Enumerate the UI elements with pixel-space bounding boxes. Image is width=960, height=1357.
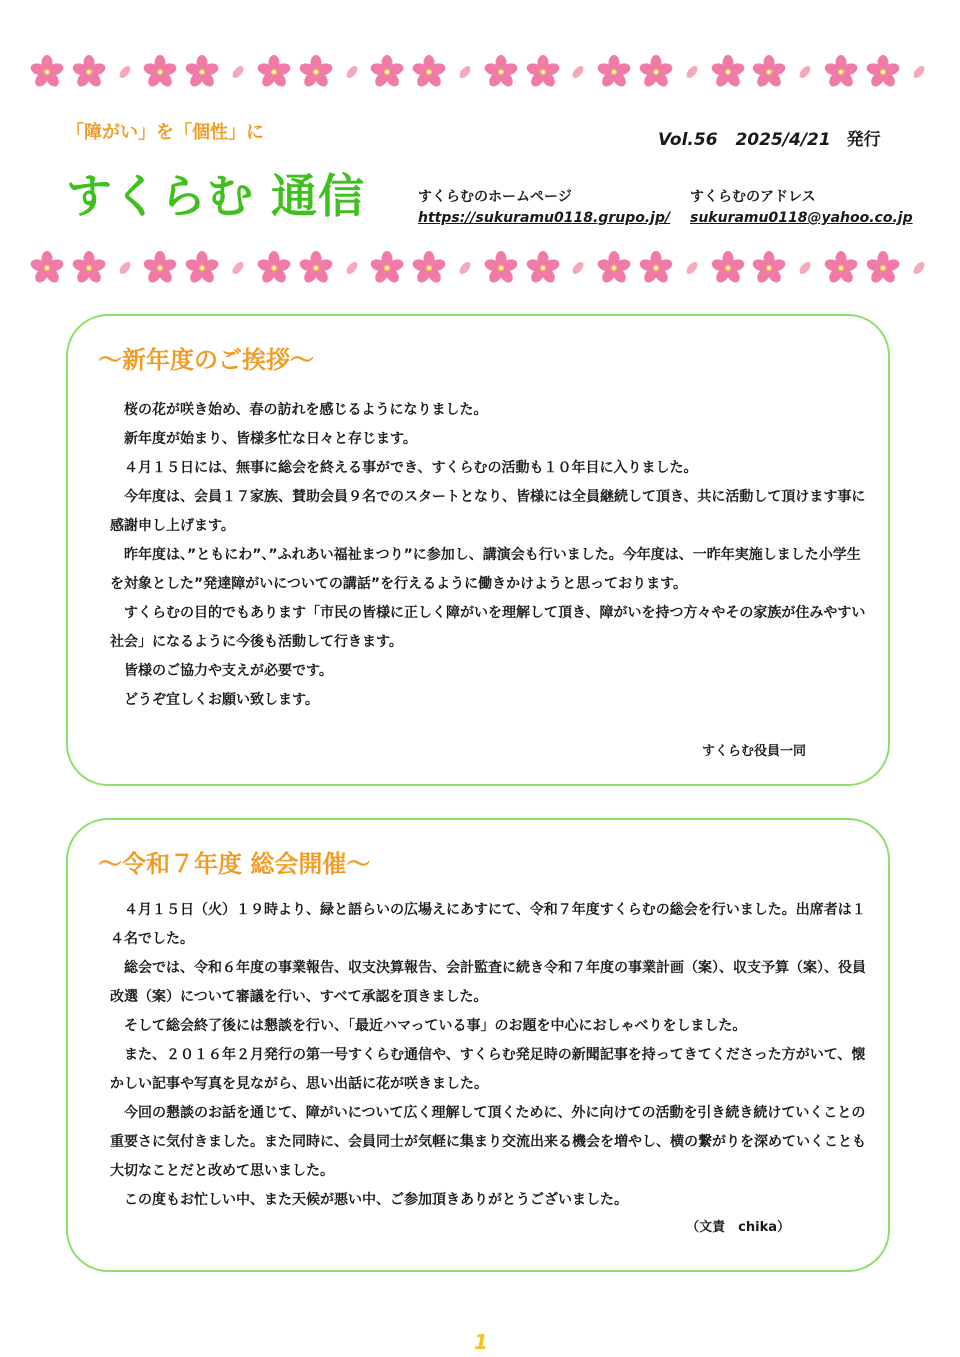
homepage-link[interactable]: https://sukuramu0118.grupo.jp/ bbox=[418, 210, 671, 226]
petal-icon bbox=[114, 257, 136, 279]
petal-icon bbox=[454, 257, 476, 279]
flower-border-bottom bbox=[30, 248, 930, 288]
sakura-icon bbox=[72, 251, 106, 285]
greeting-signature: すくらむ役員一同 bbox=[701, 744, 806, 759]
address-label: すくらむのアドレス bbox=[690, 189, 816, 205]
greeting-paragraph: すくらむの目的でもあります「市民の皆様に正しく障がいを理解して頂き、障がいを持つ方々やその家族が住みやすい社会」になるように今後も活動して行きます。 bbox=[110, 605, 866, 650]
sakura-icon bbox=[72, 55, 106, 89]
sakura-icon bbox=[824, 55, 858, 89]
sakura-icon bbox=[866, 55, 900, 89]
petal-icon bbox=[794, 257, 816, 279]
issue-info bbox=[658, 125, 881, 150]
sakura-icon bbox=[484, 251, 518, 285]
petal-icon bbox=[114, 61, 136, 83]
meeting-heading: ～令和７年度 総会開催～ bbox=[98, 850, 371, 878]
meeting-section bbox=[66, 818, 890, 1272]
sakura-icon bbox=[866, 251, 900, 285]
sakura-icon bbox=[526, 251, 560, 285]
volume-number: Vol.56 bbox=[658, 130, 718, 150]
sakura-icon bbox=[299, 251, 333, 285]
greeting-paragraph: 昨年度は、”ともにわ”、”ふれあい福祉まつり”に参加し、講演会も行いました。今年度は、一昨年実施しました小学生を対象とした”発達障がいについての講話”を行えるように働きかけようと思っております。 bbox=[110, 547, 861, 592]
sakura-icon bbox=[143, 55, 177, 89]
sakura-icon bbox=[412, 55, 446, 89]
meeting-paragraph: 今回の懇談のお話を通じて、障がいについて広く理解して頂くために、外に向けての活動を引き続き続けていくことの重要さに気付きました。また同時に、会員同士が気軽に集まり交流出来る機会を増やし、横の繋がりを深めていくことも大切なことだと改めて思いました。 bbox=[110, 1105, 866, 1179]
greeting-paragraph: ４月１５日には、無事に総会を終える事ができ、すくらむの活動も１０年目に入りました。 bbox=[110, 460, 698, 476]
sakura-icon bbox=[257, 55, 291, 89]
sakura-icon bbox=[484, 55, 518, 89]
greeting-body bbox=[110, 396, 870, 715]
petal-icon bbox=[681, 257, 703, 279]
greeting-paragraph: 今年度は、会員１７家族、賛助会員９名でのスタートとなり、皆様には全員継続して頂き、共に活動して頂けます事に感謝申し上げます。 bbox=[110, 489, 866, 534]
meeting-paragraph: ４月１５日（火）１９時より、緑と語らいの広場えにあすにて、令和７年度すくらむの総会を行いました。出席者は１４名でした。 bbox=[110, 902, 866, 947]
petal-icon bbox=[794, 61, 816, 83]
sakura-icon bbox=[370, 55, 404, 89]
meeting-paragraph: 総会では、令和６年度の事業報告、収支決算報告、会計監査に続き令和７年度の事業計画（案）、収支予算（案）、役員改選（案）について審議を行い、すべて承認を頂きました。 bbox=[110, 960, 866, 1005]
sakura-icon bbox=[143, 251, 177, 285]
greeting-paragraph: どうぞ宜しくお願い致します。 bbox=[110, 692, 319, 708]
homepage-block bbox=[418, 186, 670, 226]
tagline: 「障がい」を「個性」に bbox=[66, 122, 264, 143]
sakura-icon bbox=[185, 251, 219, 285]
greeting-paragraph: 新年度が始まり、皆様多忙な日々と存じます。 bbox=[110, 431, 417, 447]
sakura-icon bbox=[597, 55, 631, 89]
greeting-paragraph: 皆様のご協力や支えが必要です。 bbox=[110, 663, 333, 679]
sakura-icon bbox=[597, 251, 631, 285]
meeting-body bbox=[110, 896, 870, 1215]
greeting-section bbox=[66, 314, 890, 786]
sakura-icon bbox=[299, 55, 333, 89]
page-number: 1 bbox=[474, 1330, 488, 1354]
email-link[interactable]: sukuramu0118@yahoo.co.jp bbox=[690, 210, 913, 226]
petal-icon bbox=[567, 61, 589, 83]
petal-icon bbox=[454, 61, 476, 83]
petal-icon bbox=[908, 257, 930, 279]
petal-icon bbox=[908, 61, 930, 83]
greeting-paragraph: 桜の花が咲き始め、春の訪れを感じるようになりました。 bbox=[110, 402, 488, 418]
sakura-icon bbox=[639, 251, 673, 285]
meeting-paragraph: そして総会終了後には懇談を行い、「最近ハマっている事」のお題を中心におしゃべりをしました。 bbox=[110, 1018, 747, 1034]
sakura-icon bbox=[711, 251, 745, 285]
published-label: 発行 bbox=[846, 130, 881, 150]
sakura-icon bbox=[752, 55, 786, 89]
sakura-icon bbox=[370, 251, 404, 285]
newsletter-title: すくらむ 通信 bbox=[66, 169, 366, 223]
sakura-icon bbox=[824, 251, 858, 285]
homepage-label: すくらむのホームページ bbox=[418, 189, 572, 205]
greeting-heading: ～新年度のご挨拶～ bbox=[98, 346, 314, 374]
sakura-icon bbox=[412, 251, 446, 285]
petal-icon bbox=[227, 61, 249, 83]
sakura-icon bbox=[526, 55, 560, 89]
sakura-icon bbox=[711, 55, 745, 89]
sakura-icon bbox=[257, 251, 291, 285]
meeting-signature: （文責 chika） bbox=[686, 1220, 790, 1235]
petal-icon bbox=[227, 257, 249, 279]
petal-icon bbox=[681, 61, 703, 83]
sakura-icon bbox=[30, 251, 64, 285]
meeting-paragraph: また、２０１６年２月発行の第一号すくらむ通信や、すくらむ発足時の新聞記事を持ってきてくださった方がいて、懐かしい記事や写真を見ながら、思い出話に花が咲きました。 bbox=[110, 1047, 866, 1092]
petal-icon bbox=[341, 61, 363, 83]
meeting-paragraph: この度もお忙しい中、また天候が悪い中、ご参加頂きありがとうございました。 bbox=[110, 1192, 628, 1208]
flower-border-top bbox=[30, 52, 930, 92]
address-block bbox=[690, 186, 913, 226]
sakura-icon bbox=[752, 251, 786, 285]
issue-date: 2025/4/21 bbox=[735, 130, 831, 150]
petal-icon bbox=[567, 257, 589, 279]
petal-icon bbox=[341, 257, 363, 279]
sakura-icon bbox=[30, 55, 64, 89]
sakura-icon bbox=[185, 55, 219, 89]
sakura-icon bbox=[639, 55, 673, 89]
